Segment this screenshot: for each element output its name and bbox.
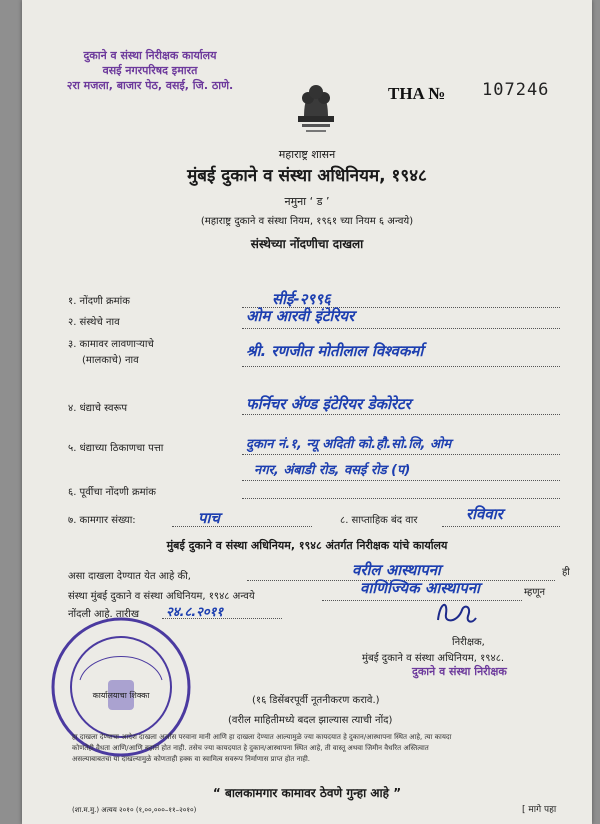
field-value-registration-number: सीई-२९९६ bbox=[272, 290, 331, 308]
field-label-worker-count: ७. कामगार संख्या: bbox=[68, 515, 136, 526]
office-stamp-line: २रा मजला, बाजार पेठ, वसई, जि. ठाणे. bbox=[66, 79, 234, 92]
inspector-designation: निरीक्षक, bbox=[452, 637, 485, 648]
field-label-weekly-holiday: ८. साप्ताहिक बंद वार bbox=[340, 515, 418, 526]
fine-print-line: असल्याबाबतचा या दाखल्यामुळे कोणताही हक्क वा स्वामित्व सवरूप निर्माणास प्राप्त होत नाही. bbox=[72, 755, 311, 763]
field-line bbox=[242, 414, 560, 415]
registration-date: २४.८.२०११ bbox=[166, 605, 224, 620]
seal-office-label: कार्यालयाचा शिक्का bbox=[92, 691, 150, 700]
field-line bbox=[242, 366, 560, 367]
establishment-category-line2: वाणिज्यिक आस्थापना bbox=[360, 579, 480, 597]
field-line bbox=[242, 328, 560, 329]
change-note: (वरील माहितीमध्ये बदल झाल्यास त्याची नोंद) bbox=[228, 715, 393, 726]
inspector-rubber-stamp: दुकाने व संस्था निरीक्षक bbox=[412, 665, 507, 678]
field-label-establishment-name: २. संस्थेचे नाव bbox=[68, 317, 120, 328]
field-label-previous-registration: ६. पूर्वीचा नोंदणी क्रमांक bbox=[68, 487, 156, 498]
inspector-signature bbox=[432, 596, 478, 630]
certificate-serial-number: 107246 bbox=[482, 80, 550, 100]
field-value-establishment-name: ओम आरवी इंटेरियर bbox=[246, 307, 355, 325]
certificate-page bbox=[22, 0, 592, 824]
office-rubber-stamp bbox=[30, 48, 270, 93]
office-stamp-line: दुकाने व संस्था निरीक्षक कार्यालय bbox=[83, 49, 217, 62]
act-title: मुंबई दुकाने व संस्था अधिनियम, १९४८ bbox=[187, 166, 427, 186]
certificate-body-line2-end: म्हणून bbox=[524, 587, 546, 598]
field-value-business-nature: फर्निचर ॲण्ड इंटेरियर डेकोरेटर bbox=[246, 395, 411, 413]
fine-print-line: कोणतेही वैधता आणि/आणि बहाल होत नाही. तसेच ज्या कायदयात हे दुकान/आस्थापना स्थित आहे, ती वास्तू अथवा जिमीन वैधरित अस्तित्वात bbox=[72, 744, 429, 752]
field-line bbox=[172, 526, 312, 527]
certificate-body-line2: संस्था मुंबई दुकाने व संस्था अधिनियम, १९४८ अन्वये bbox=[68, 591, 255, 602]
field-label-registration-number: १. नोंदणी क्रमांक bbox=[68, 296, 130, 307]
field-line bbox=[442, 526, 560, 527]
field-label-employer: ३. कामावर लावणाऱ्याचे bbox=[68, 339, 154, 350]
certificate-title: संस्थेच्या नोंदणीचा दाखला bbox=[250, 237, 364, 251]
field-line bbox=[322, 600, 522, 601]
fine-print bbox=[72, 732, 572, 765]
rule-reference: (महाराष्ट्र दुकाने व संस्था नियम, १९६१ च्या नियम ६ अन्वये) bbox=[200, 216, 414, 227]
field-value-worker-count: पाच bbox=[198, 509, 220, 527]
fine-print-line: हा दाखला देण्याचा आदेश दाखला अर्जास परवाना मानी आणि हा दाखला देण्यात आल्यामुळे ज्या कायदयात हे दुकान/आस्थापना स्थित आहे, त्या कायदा bbox=[72, 733, 452, 741]
field-value-employer-name: श्री. रणजीत मोतीलाल विश्वकर्मा bbox=[246, 342, 424, 360]
establishment-category-line1: वरील आस्थापना bbox=[352, 561, 441, 579]
child-labour-slogan: “ बालकामगार कामावर ठेवणे गुन्हा आहे ” bbox=[212, 786, 402, 800]
inspector-act: मुंबई दुकाने व संस्था अधिनियम, १९४८. bbox=[362, 653, 505, 664]
certificate-number-prefix: THA № bbox=[388, 84, 446, 103]
field-line bbox=[242, 498, 560, 499]
next-page-note: [ मागे पहा bbox=[522, 805, 557, 815]
field-label-business-nature: ४. धंद्याचे स्वरूप bbox=[68, 403, 128, 414]
government-title: महाराष्ट्र शासन bbox=[278, 148, 336, 161]
certificate-body-line1-end: ही bbox=[562, 567, 570, 578]
office-stamp-line: वसई नगरपरिषद इमारत bbox=[102, 64, 198, 77]
renewal-note: (१६ डिसेंबरपूर्वी नूतनीकरण करावे.) bbox=[252, 695, 380, 706]
field-value-weekly-holiday: रविवार bbox=[466, 505, 503, 523]
field-line bbox=[242, 480, 560, 481]
form-name: नमुना ‘ ड ’ bbox=[284, 195, 330, 208]
field-line bbox=[242, 454, 560, 455]
inspector-office-line: मुंबई दुकाने व संस्था अधिनियम, १९४८ अंतर्गत निरीक्षक यांचे कार्यालय bbox=[166, 539, 448, 552]
certificate-body-line3: नोंदली आहे. तारीख bbox=[68, 609, 140, 620]
field-label-employer-name: (मालकाचे) नाव bbox=[82, 355, 139, 366]
field-label-business-address: ५. धंद्याच्या ठिकाणचा पत्ता bbox=[68, 443, 164, 454]
field-value-business-address-line2: नगर, अंबाडी रोड, वसई रोड (प) bbox=[254, 463, 411, 478]
print-line: (शा.म.मु.) अत्यय २०१० (१,००,०००–११–२०१०) bbox=[72, 806, 197, 814]
certificate-body-line1: असा दाखला देण्यात येत आहे की, bbox=[68, 571, 191, 582]
national-emblem-icon bbox=[292, 76, 340, 140]
field-value-business-address-line1: दुकान नं.१, न्यू अदिती को.हौ.सो.लि, ओम bbox=[246, 437, 452, 452]
